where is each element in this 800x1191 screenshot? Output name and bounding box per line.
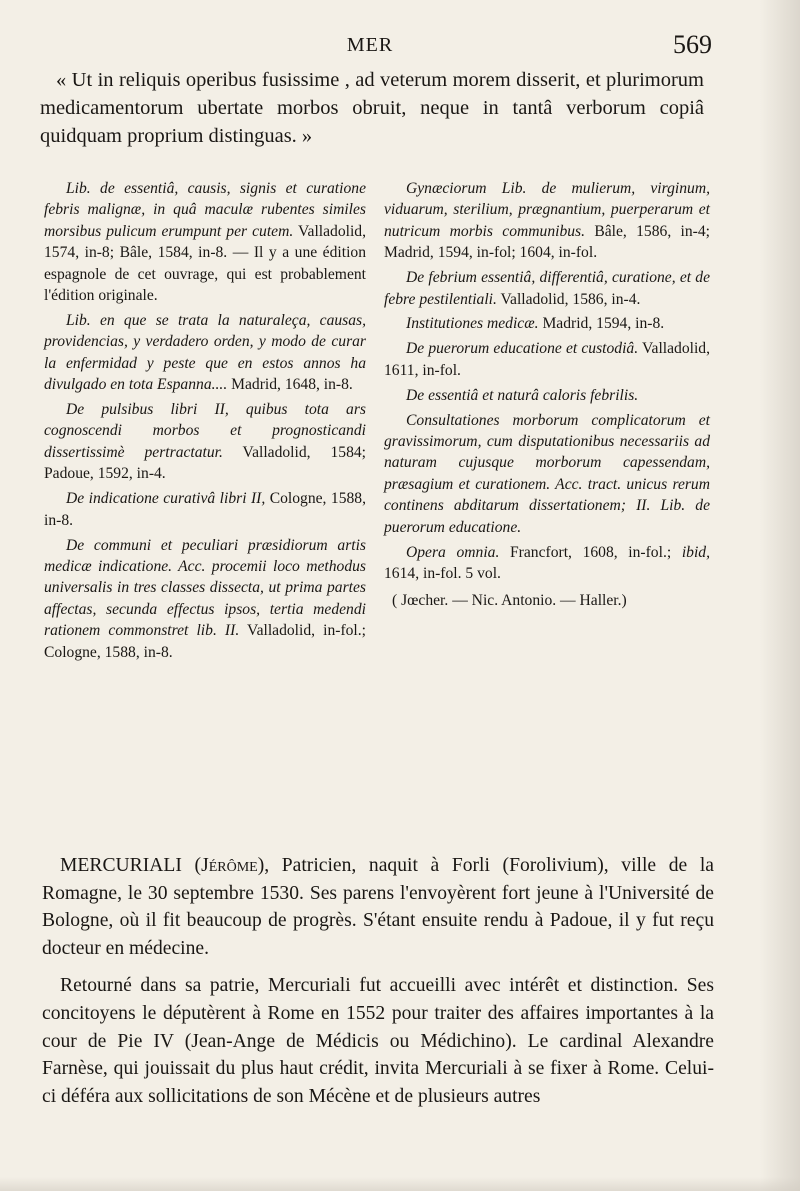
entry-details: Valladolid, in-fol.; Cologne, 1588, in-8. [44, 622, 366, 661]
quote-text: « Ut in reliquis operibus fusissime , ad veterum morem disserit, et plurimorum medicamentorum ubertate morbos obruit, neque in tantâ verborum copiâ quidquam proprium distinguas. » [40, 69, 704, 147]
entry-title: De indicatione curativâ libri II, [66, 490, 266, 508]
latin-quote [40, 66, 704, 150]
running-head: MER [346, 34, 394, 56]
bibliography-left-column [44, 178, 366, 666]
entry-title: De puerorum educatione et custodiâ. [406, 340, 639, 358]
bibliography-entry [384, 542, 710, 585]
bibliography-right-column [384, 178, 710, 615]
entry-title: Institutiones medicæ. [406, 315, 539, 333]
entry-details: Valladolid, 1584; Padoue, 1592, in-4. [44, 443, 366, 483]
entry-details: Valladolid, 1574, in-8; Bâle, 1584, in-8. — Il y a une édition espagnole de cet ouvrage, qui est probablement l'édition originale. [44, 222, 366, 305]
bibliography-entry [384, 338, 710, 381]
page-bottom-shadow [0, 1177, 800, 1191]
bibliography-entry [44, 488, 366, 531]
bibliography-entry [384, 267, 710, 310]
entry-title-ibid: ibid, [681, 543, 710, 561]
bibliography-entry [44, 535, 366, 663]
bibliography-entry [384, 410, 710, 538]
paren-open: ( [181, 855, 202, 876]
page-edge-shadow [760, 0, 800, 1191]
entry-title: De communi et peculiari præsidiorum artis medicæ indicatione. Acc. procemii loco methodus universalis in tres classes dissecta, ut prima partes affectas, secunda effectus ipsos, tertia medendi rationem commonstret lib. II. [44, 536, 366, 640]
biography-paragraph: Retourné dans sa patrie, Mercuriali fut accueilli avec intérêt et distinction. Ses concitoyens le députèrent à Rome en 1552 pour traiter des affaires importantes à la cour de Pie IV (Jean-Ange de Médicis ou Médichino). Le cardinal Alexandre Farnèse, qui jouissait du plus haut crédit, invita Mercuriali à se fixer à Rome. Celui-ci déféra aux sollicitations de son Mécène et de plusieurs autres [42, 975, 714, 1107]
entry-details: Madrid, 1594, in-8. [538, 315, 665, 333]
entry-title: Gynæciorum Lib. de mulierum, virginum, viduarum, sterilium, prægnantium, puerperarum et nutricum morbis communibus. [384, 180, 710, 240]
entry-title: Consultationes morborum complicatorum et gravissimorum, cum disputationibus necessariis ad naturam cujusque morborum capessendam, præsagium et curationem. Acc. tract. unicus rerum continens abditarum dissertationem; II. Lib. de puerorum educatione. [384, 411, 710, 536]
bibliography-entry [384, 313, 710, 334]
bibliography-entry [44, 399, 366, 485]
subject-first-name: Jérôme [201, 855, 258, 876]
subject-name: MERCURIALI [60, 855, 182, 876]
entry-details: Francfort, 1608, in-fol.; [499, 543, 682, 561]
entry-details: Cologne, 1588, in-8. [44, 490, 366, 529]
bibliography-entry [44, 310, 366, 396]
entry-details: Bâle, 1586, in-4; Madrid, 1594, in-fol; 1604, in-fol. [384, 222, 710, 262]
entry-details: Valladolid, 1611, in-fol. [384, 340, 710, 379]
entry-title: De pulsibus libri II, quibus tota ars cognoscendi morbos et prognosticandi dissertissimè pertractatur. [44, 401, 366, 461]
bibliography-entry [384, 178, 710, 264]
paragraph-text: ), Patricien, naquit à Forli (Forolivium), ville de la Romagne, le 30 septembre 1530. Ses parens l'envoyèrent fort jeune à l'Université de Bologne, où il fit beaucoup de progrès. S'étant ensuite rendu à Padoue, il y fut reçu docteur en médecine. [42, 855, 714, 959]
entry-details: 1614, in-fol. 5 vol. [384, 564, 501, 582]
entry-details: Valladolid, 1586, in-4. [496, 290, 641, 308]
bibliography-entry [384, 385, 710, 406]
biography-text [42, 852, 714, 1120]
biography-paragraph [42, 852, 714, 962]
entry-title: Lib. de essentiâ, causis, signis et curatione febris malignæ, in quâ maculæ rubentes similes morsibus pulicum erumpunt per cutem. [44, 180, 366, 240]
entry-title: Lib. en que se trata la naturaleça, causas, providencias, y verdadero orden, y modo de curar la enfermidad y peste que en estos annos ha divulgado en tota Espanna.... [44, 311, 366, 394]
bibliography-entry [44, 178, 366, 306]
page-number: 569 [673, 30, 712, 59]
entry-title: De febrium essentiâ, differentiâ, curatione, et de febre pestilentiali. [384, 269, 710, 308]
entry-details: Madrid, 1648, in-8. [227, 376, 353, 394]
page-header [40, 30, 712, 64]
entry-title: Opera omnia. [406, 543, 500, 561]
entry-title: De essentiâ et naturâ caloris febrilis. [406, 386, 639, 404]
sources-citation: ( Jœcher. — Nic. Antonio. — Haller.) [392, 592, 627, 610]
